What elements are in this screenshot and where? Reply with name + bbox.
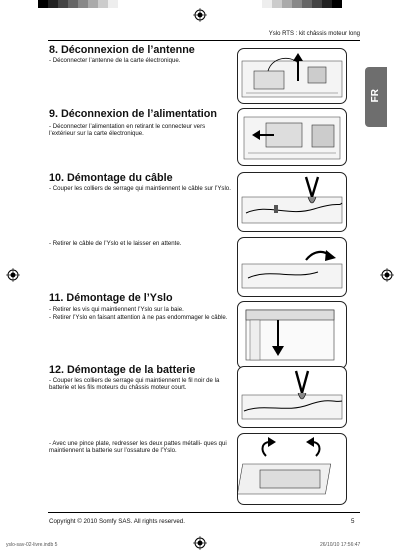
page-number: 5 (351, 518, 355, 525)
section-8-step-1: - Déconnecter l’antenne de la carte électronique. (49, 57, 181, 64)
registration-mark-icon (193, 8, 207, 22)
language-tab (365, 67, 387, 127)
figure-antenna (237, 48, 347, 104)
running-header: Yslo RTS : kit châssis moteur long (268, 31, 360, 37)
section-11-step-2: - Retirer l’Yslo en faisant attention à ne pas endommager le câble. (49, 314, 228, 321)
header-rule (48, 40, 360, 41)
section-11-step-1: - Retirer les vis qui maintiennent l’Yslo sur la baie. (49, 306, 184, 313)
section-12-step-1: - Couper les colliers de serrage qui maintiennent le fil noir de la batterie et les fils moteurs du châssis moteur court. (49, 377, 220, 392)
section-heading-10: 10. Démontage du câble (49, 172, 173, 184)
section-10-step-2: - Retirer le câble de l’Yslo et le laisser en attente. (49, 240, 182, 247)
calibration-bar-left (38, 0, 118, 8)
language-tab-label: FR (370, 89, 381, 103)
section-9-step-1: - Déconnecter l’alimentation en retirant le connecteur vers l’extérieur sur la carte électronique. (49, 123, 206, 138)
figure-cable-cut (237, 172, 347, 232)
footer-copyright: Copyright © 2010 Somfy SAS. All rights reserved. (49, 518, 185, 525)
section-heading-8: 8. Déconnexion de l’antenne (49, 44, 195, 56)
section-heading-12: 12. Démontage de la batterie (49, 364, 196, 376)
figure-battery-tabs (237, 433, 347, 505)
figure-cable-remove (237, 237, 347, 297)
section-10-step-1: - Couper les colliers de serrage qui maintiennent le câble sur l’Yslo. (49, 185, 231, 192)
registration-mark-icon (380, 268, 394, 282)
calibration-bar-right (262, 0, 342, 8)
section-heading-9: 9. Déconnexion de l’alimentation (49, 108, 217, 120)
figure-battery-cut (237, 366, 347, 428)
print-slug-date: 26/10/10 17:56:47 (320, 542, 361, 548)
section-heading-11: 11. Démontage de l’Yslo (49, 292, 173, 304)
section-12-step-2: - Avec une pince plate, redresser les deux pattes métalli- ques qui maintiennent la batterie sur l’ossature de l’Yslo. (49, 440, 227, 455)
registration-mark-icon (6, 268, 20, 282)
figure-yslo-remove (237, 301, 347, 369)
figure-power (237, 108, 347, 166)
registration-mark-icon (193, 536, 207, 550)
print-slug-file: yslo-sav-02-livre.indb 5 (6, 542, 58, 548)
footer-rule (48, 512, 360, 513)
